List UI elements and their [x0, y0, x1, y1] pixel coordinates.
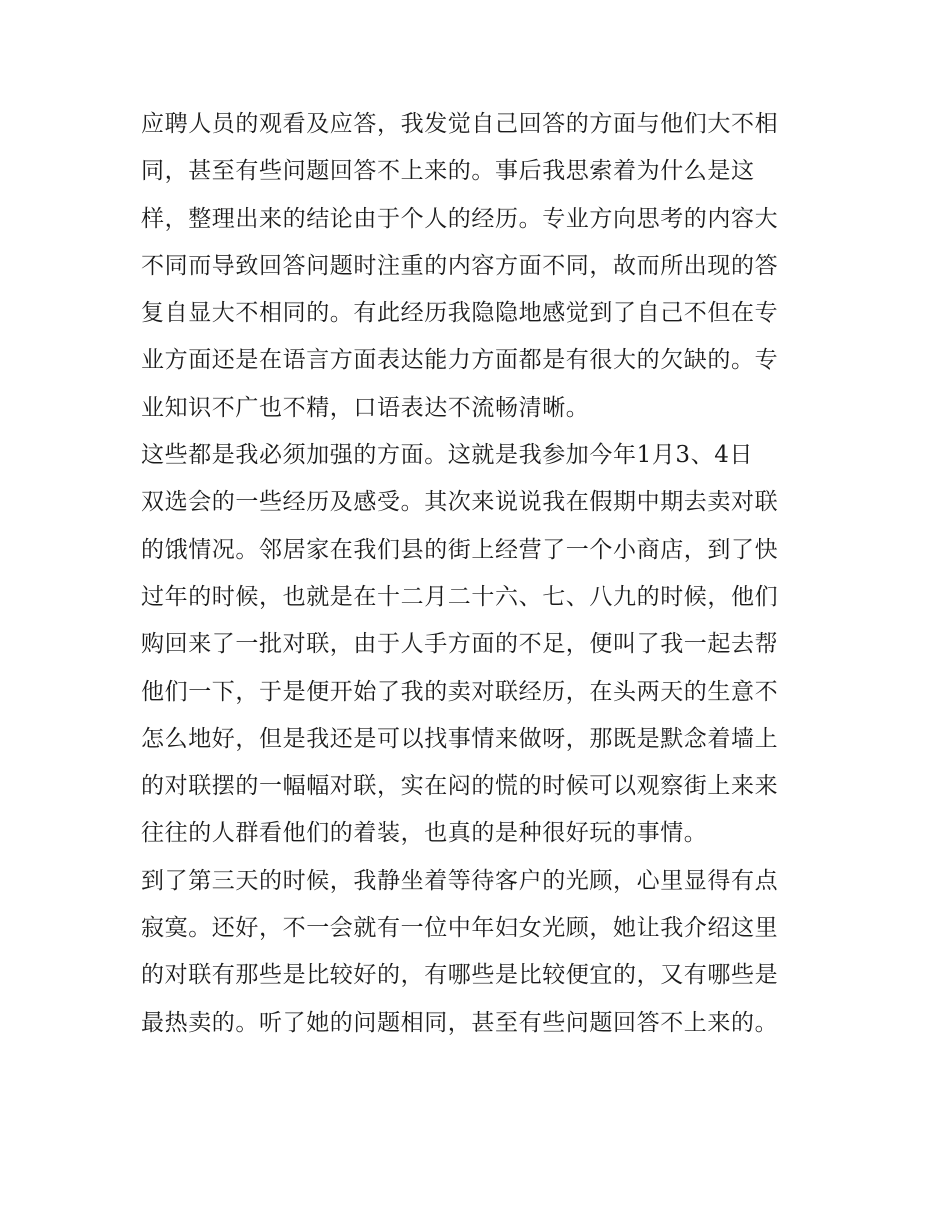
text-line: 业方面还是在语言方面表达能力方面都是有很大的欠缺的。专 [141, 347, 779, 374]
text-line: 样，整理出来的结论由于个人的经历。专业方向思考的内容大 [141, 205, 779, 232]
text-line: 购回来了一批对联，由于人手方面的不足，便叫了我一起去帮 [141, 631, 779, 658]
text-line: 应聘人员的观看及应答，我发觉自己回答的方面与他们大不相 [141, 111, 779, 137]
text-line: 到了第三天的时候，我静坐着等待客户的光顾，心里显得有点 [141, 867, 779, 894]
text-line: 往往的人群看他们的着装，也真的是种很好玩的事情。 [141, 820, 708, 847]
text-line: 业知识不广也不精，口语表达不流畅清晰。 [141, 394, 590, 421]
text-line: 这些都是我必须加强的方面。这就是我参加今年1月3、4日 [141, 442, 754, 469]
text-line: 的饿情况。邻居家在我们县的街上经营了一个小商店，到了快 [141, 536, 779, 563]
text-line: 不同而导致回答问题时注重的内容方面不同，故而所出现的答 [141, 252, 779, 279]
text-line: 怎么地好，但是我还是可以找事情来做呀，那既是默念着墙上 [141, 725, 779, 752]
text-line: 最热卖的。听了她的问题相同，甚至有些问题回答不上来的。 [141, 1009, 779, 1036]
text-line: 过年的时候，也就是在十二月二十六、七、八九的时候，他们 [141, 583, 779, 610]
text-line: 复自显大不相同的。有此经历我隐隐地感觉到了自己不但在专 [141, 300, 779, 327]
text-line: 的对联摆的一幅幅对联，实在闷的慌的时候可以观察街上来来 [141, 773, 779, 800]
text-line: 同，甚至有些问题回答不上来的。事后我思索着为什么是这 [141, 158, 755, 185]
text-line: 他们一下，于是便开始了我的卖对联经历，在头两天的生意不 [141, 678, 779, 705]
text-line: 寂寞。还好，不一会就有一位中年妇女光顾，她让我介绍这里 [141, 915, 779, 942]
text-line: 的对联有那些是比较好的，有哪些是比较便宜的，又有哪些是 [141, 962, 779, 989]
body-text [141, 101, 821, 1047]
text-line: 双选会的一些经历及感受。其次来说说我在假期中期去卖对联 [141, 489, 779, 516]
